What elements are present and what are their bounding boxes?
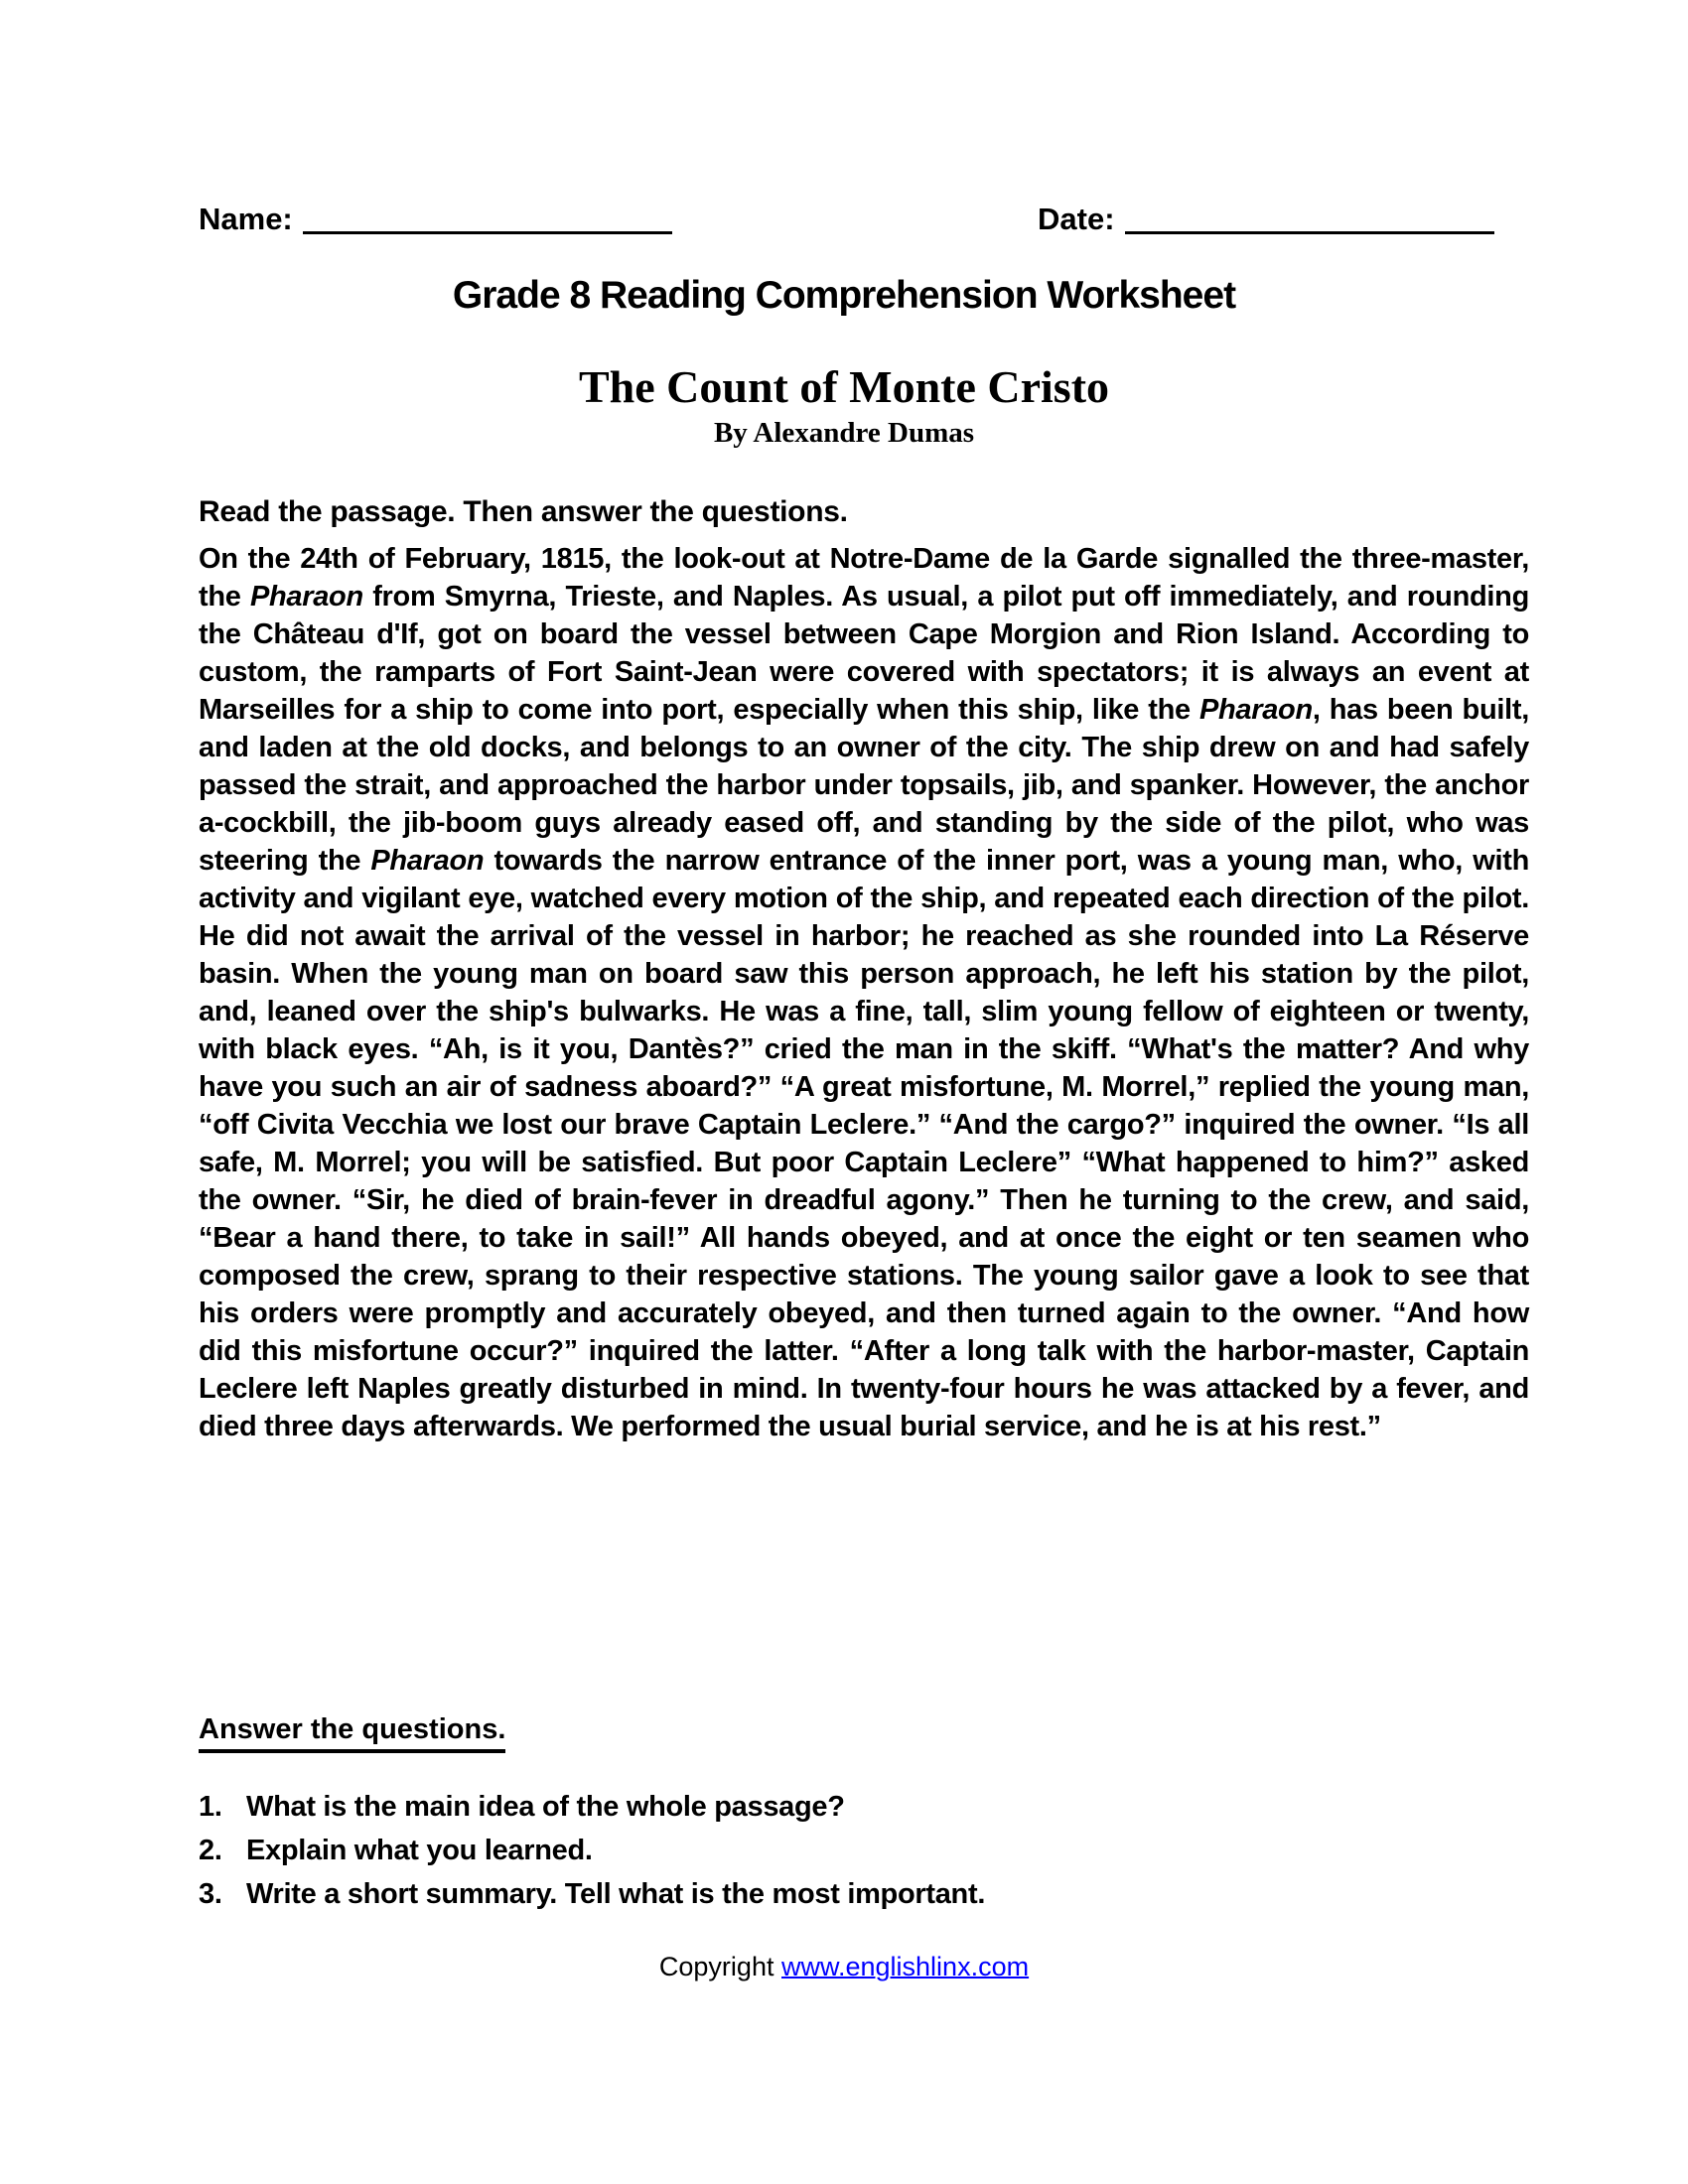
book-title: The Count of Monte Cristo xyxy=(578,361,1110,412)
questions-list xyxy=(199,1791,985,1922)
date-label: Date: xyxy=(1038,202,1115,236)
question-item xyxy=(199,1835,985,1878)
copyright-prefix: Copyright xyxy=(658,1952,774,1981)
copyright xyxy=(0,1952,1688,1982)
date-blank-line xyxy=(1125,231,1494,234)
byline: By Alexandre Dumas xyxy=(713,417,975,449)
question-text: Write a short summary. Tell what is the most important. xyxy=(246,1878,986,1910)
questions-heading xyxy=(199,1713,505,1746)
question-number: 3. xyxy=(199,1878,222,1910)
question-item xyxy=(199,1791,985,1835)
name-field xyxy=(199,202,672,237)
questions-heading-text: Answer the questions. xyxy=(199,1713,505,1753)
question-number: 2. xyxy=(199,1835,222,1866)
question-text: Explain what you learned. xyxy=(246,1835,593,1866)
passage-text: On the 24th of February, 1815, the look-out at Notre-Dame de la Garde signalled the three-master, the Pharaon from Smyrna, Trieste, and Naples. As usual, a pilot put off immediately, and rounding the Château d'If, got on board the vessel between Cape Morgion and Rion Island. According to custom, the ramparts of Fort Saint-Jean were covered with spectators; it is always an event at Marseilles for a ship to come into port, especially when this ship, like the Pharaon, has been built, and laden at the old docks, and belongs to an owner of the city. The ship drew on and had safely passed the strait, and approached the harbor under topsails, jib, and spanker. However, the anchor a-cockbill, the jib-boom guys already eased off, and standing by the side of the pilot, who was steering the Pharaon towards the narrow entrance of the inner port, was a young man, who, with activity and vigilant eye, watched every motion of the ship, and repeated each direction of the pilot. He did not await the arrival of the vessel in harbor; he reached as she rounded into La Réserve basin. When the young man on board saw this person approach, he left his station by the pilot, and, leaned over the ship's bulwarks. He was a fine, tall, slim young fellow of eighteen or twenty, with black eyes. “Ah, is it you, Dantès?” cried the man in the skiff. “What's the matter? And why have you such an air of sadness aboard?” “A great misfortune, M. Morrel,” replied the young man, “off Civita Vecchia we lost our brave Captain Leclere.” “And the cargo?” inquired the owner. “Is all safe, M. Morrel; you will be satisfied. But poor Captain Leclere” “What happened to him?” asked the owner. “Sir, he died of brain-fever in dreadful agony.” Then he turning to the crew, and said, “Bear a hand there, to take in sail!” All hands obeyed, and at once the eight or ten seamen who composed the crew, sprang to their respective stations. The young sailor gave a look to see that his orders were promptly and accurately obeyed, and then turned again to the owner. “And how did this misfortune occur?” inquired the latter. “After a long talk with the harbor-master, Captain Leclere left Naples greatly disturbed in mind. In twenty-four hours he was attacked by a fever, and died three days afterwards. We performed the usual burial service, and he is at his rest.” xyxy=(199,543,1530,1442)
date-field xyxy=(1038,202,1494,237)
question-text: What is the main idea of the whole passage? xyxy=(246,1791,845,1823)
name-blank-line xyxy=(303,231,672,234)
question-item xyxy=(199,1878,985,1922)
name-label: Name: xyxy=(199,202,293,236)
read-instruction: Read the passage. Then answer the questions. xyxy=(199,495,848,528)
worksheet-title: Grade 8 Reading Comprehension Worksheet xyxy=(452,274,1236,317)
question-number: 1. xyxy=(199,1791,222,1823)
copyright-link[interactable]: www.englishlinx.com xyxy=(780,1952,1030,1981)
